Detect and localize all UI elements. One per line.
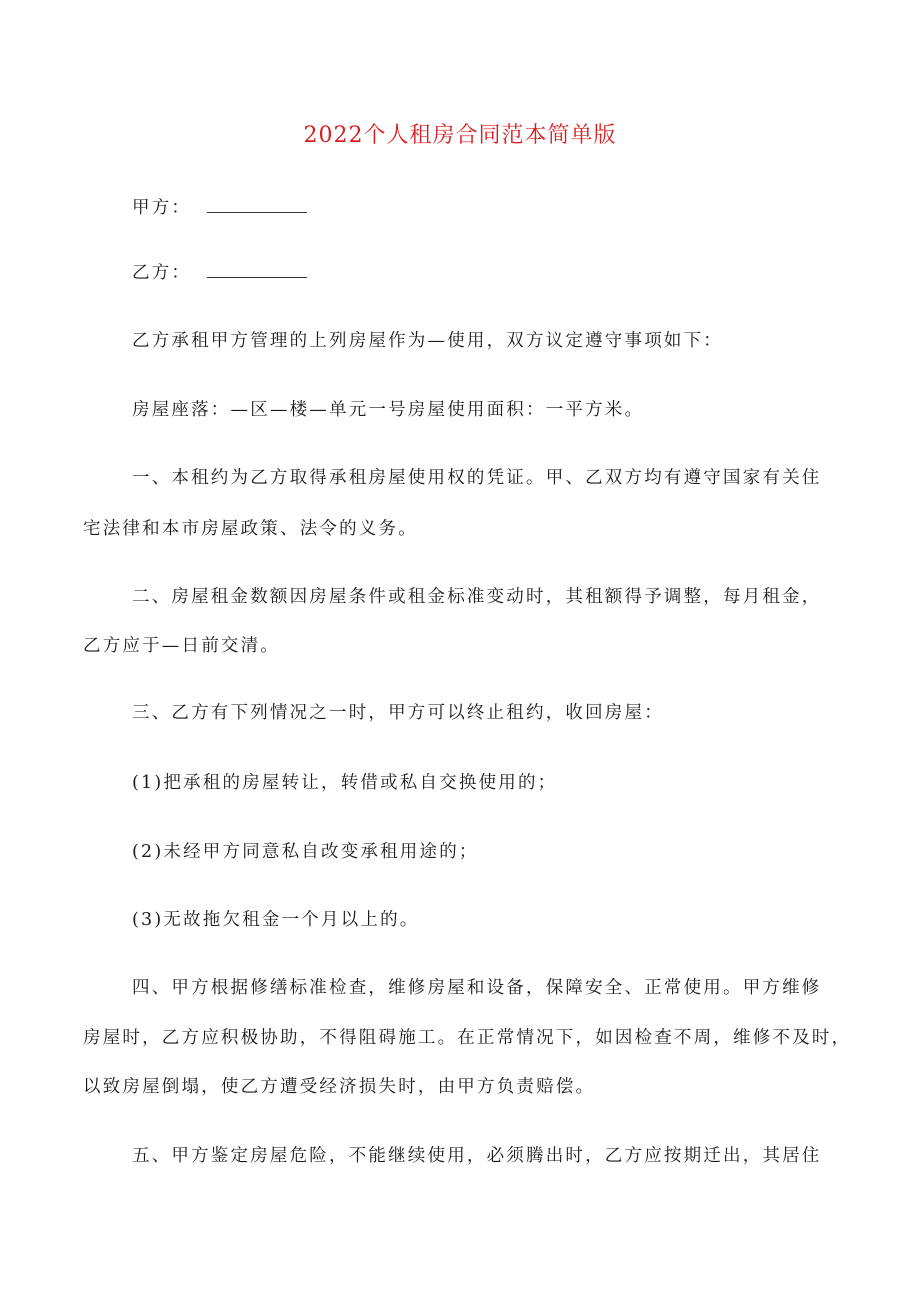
paragraph-line: 房屋座落：—区—楼—单元一号房屋使用面积：一平方米。: [132, 400, 645, 420]
party-a-line: [132, 188, 843, 228]
party-a-blank: [207, 190, 307, 213]
paragraph-line: 宅法律和本市房屋政策、法令的义务。: [83, 519, 418, 539]
party-b-line: [132, 253, 843, 293]
paragraph-line: 二、房屋租金数额因房屋条件或租金标准变动时，其租额得予调整，每月租金，: [132, 587, 822, 607]
paragraph-line: 一、本租约为乙方取得承租房屋使用权的凭证。甲、乙双方均有遵守国家有关住: [132, 468, 822, 488]
paragraph-line: 乙方承租甲方管理的上列房屋作为—使用，双方议定遵守事项如下：: [132, 331, 723, 351]
paragraph-line: (2)未经甲方同意私自改变承租用途的；: [132, 842, 479, 862]
paragraph-line: 房屋时，乙方应积极协助，不得阻碍施工。在正常情况下，如因检查不周，维修不及时，: [83, 1028, 852, 1048]
party-b-label: 乙方：: [132, 263, 192, 283]
party-a-label: 甲方：: [132, 198, 192, 218]
paragraph-line: 乙方应于—日前交清。: [83, 636, 280, 656]
paragraph-line: (1)把承租的房屋转让，转借或私自交换使用的；: [132, 773, 558, 793]
paragraph-line: 五、甲方鉴定房屋危险，不能继续使用，必须腾出时，乙方应按期迁出，其居住: [132, 1146, 822, 1166]
document-title: 2022个人租房合同范本简单版: [303, 123, 617, 148]
party-b-blank: [207, 255, 307, 278]
paragraph-line: (3)无故拖欠租金一个月以上的。: [132, 910, 420, 930]
paragraph-line: 四、甲方根据修缮标准检查，维修房屋和设备，保障安全、正常使用。甲方维修: [132, 978, 822, 998]
paragraph-line: 三、乙方有下列情况之一时，甲方可以终止租约，收回房屋：: [132, 703, 664, 723]
paragraph-line: 以致房屋倒塌，使乙方遭受经济损失时，由甲方负责赔偿。: [83, 1077, 596, 1097]
